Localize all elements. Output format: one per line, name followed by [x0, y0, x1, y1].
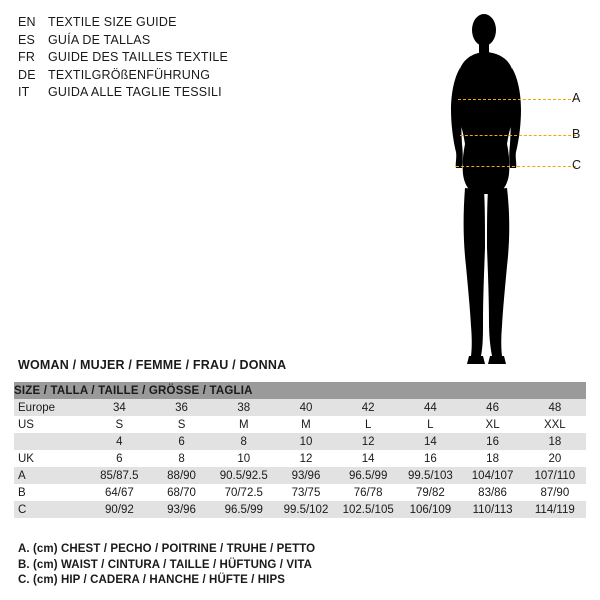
cell: 42: [337, 399, 399, 416]
cell: 79/82: [399, 484, 461, 501]
cell: 104/107: [461, 467, 523, 484]
cell: 36: [150, 399, 212, 416]
cell: 6: [150, 433, 212, 450]
cell: 20: [524, 450, 586, 467]
row-label: C: [14, 501, 88, 518]
table-header-row: [14, 382, 586, 399]
cell: 14: [337, 450, 399, 467]
cell: 90.5/92.5: [213, 467, 275, 484]
cell: 38: [213, 399, 275, 416]
cell: XL: [461, 416, 523, 433]
language-title: TEXTILGRÖßENFÜHRUNG: [48, 67, 211, 82]
cell: 40: [275, 399, 337, 416]
row-label: US: [14, 416, 88, 433]
cell: 8: [213, 433, 275, 450]
table-header-label: SIZE / TALLA / TAILLE / GRÖSSE / TAGLIA: [14, 382, 586, 399]
language-title: GUÍA DE TALLAS: [48, 32, 151, 47]
cell: 16: [399, 450, 461, 467]
table-row: [14, 433, 586, 450]
cell: 14: [399, 433, 461, 450]
language-title-list: [18, 14, 318, 102]
language-row: [18, 14, 318, 32]
measure-line-waist: [460, 135, 576, 136]
cell: 87/90: [524, 484, 586, 501]
cell: 18: [461, 450, 523, 467]
table-row: [14, 416, 586, 433]
note-hip: C. (cm) HIP / CADERA / HANCHE / HÜFTE / HIPS: [18, 574, 286, 586]
cell: 99.5/102: [275, 501, 337, 518]
language-code: ES: [18, 32, 36, 47]
cell: 93/96: [150, 501, 212, 518]
cell: 10: [213, 450, 275, 467]
cell: 12: [275, 450, 337, 467]
cell: 110/113: [461, 501, 523, 518]
language-row: [18, 67, 318, 85]
measure-label-a: A: [572, 91, 581, 105]
language-row: [18, 84, 318, 102]
cell: 4: [88, 433, 150, 450]
woman-silhouette-icon: [430, 8, 590, 368]
table-row: [14, 399, 586, 416]
cell: 73/75: [275, 484, 337, 501]
note-chest: A. (cm) CHEST / PECHO / POITRINE / TRUHE / PETTO: [18, 543, 316, 555]
language-title: TEXTILE SIZE GUIDE: [48, 15, 177, 29]
section-heading-woman: WOMAN / MUJER / FEMME / FRAU / DONNA: [18, 358, 287, 372]
size-table: [14, 382, 586, 518]
cell: 96.5/99: [213, 501, 275, 518]
cell: 6: [88, 450, 150, 467]
language-code: IT: [18, 85, 30, 99]
cell: 107/110: [524, 467, 586, 484]
row-label: Europe: [14, 399, 88, 416]
cell: S: [150, 416, 212, 433]
cell: M: [275, 416, 337, 433]
cell: 93/96: [275, 467, 337, 484]
cell: 10: [275, 433, 337, 450]
table-row: [14, 467, 586, 484]
cell: 96.5/99: [337, 467, 399, 484]
language-title: GUIDA ALLE TAGLIE TESSILI: [48, 85, 222, 99]
cell: 34: [88, 399, 150, 416]
table-row: [14, 484, 586, 501]
measure-line-hip: [456, 166, 576, 167]
cell: 106/109: [399, 501, 461, 518]
cell: M: [213, 416, 275, 433]
cell: S: [88, 416, 150, 433]
cell: 18: [524, 433, 586, 450]
cell: 114/119: [524, 501, 586, 518]
row-label: UK: [14, 450, 88, 467]
cell: 102.5/105: [337, 501, 399, 518]
cell: L: [337, 416, 399, 433]
language-code: DE: [18, 67, 36, 82]
measure-label-c: C: [572, 158, 582, 172]
language-code: EN: [18, 15, 36, 29]
row-label: [14, 433, 88, 450]
cell: 12: [337, 433, 399, 450]
cell: 88/90: [150, 467, 212, 484]
measure-line-chest: [458, 99, 576, 100]
cell: 83/86: [461, 484, 523, 501]
measure-label-b: B: [572, 127, 581, 141]
cell: 44: [399, 399, 461, 416]
cell: 76/78: [337, 484, 399, 501]
measurement-notes: [18, 542, 315, 589]
cell: L: [399, 416, 461, 433]
language-row: [18, 49, 318, 67]
language-title: GUIDE DES TAILLES TEXTILE: [48, 50, 229, 64]
table-row: [14, 450, 586, 467]
cell: 85/87.5: [88, 467, 150, 484]
size-table-wrapper: [14, 382, 586, 518]
language-code: FR: [18, 50, 36, 64]
cell: 48: [524, 399, 586, 416]
cell: 8: [150, 450, 212, 467]
cell: 16: [461, 433, 523, 450]
cell: 70/72.5: [213, 484, 275, 501]
cell: 90/92: [88, 501, 150, 518]
female-silhouette-figure: [430, 8, 590, 368]
row-label: B: [14, 484, 88, 501]
cell: 68/70: [150, 484, 212, 501]
language-row: [18, 32, 318, 50]
cell: XXL: [524, 416, 586, 433]
row-label: A: [14, 467, 88, 484]
cell: 99.5/103: [399, 467, 461, 484]
note-waist: B. (cm) WAIST / CINTURA / TAILLE / HÜFTUNG / VITA: [18, 558, 313, 571]
cell: 46: [461, 399, 523, 416]
cell: 64/67: [88, 484, 150, 501]
table-row: [14, 501, 586, 518]
